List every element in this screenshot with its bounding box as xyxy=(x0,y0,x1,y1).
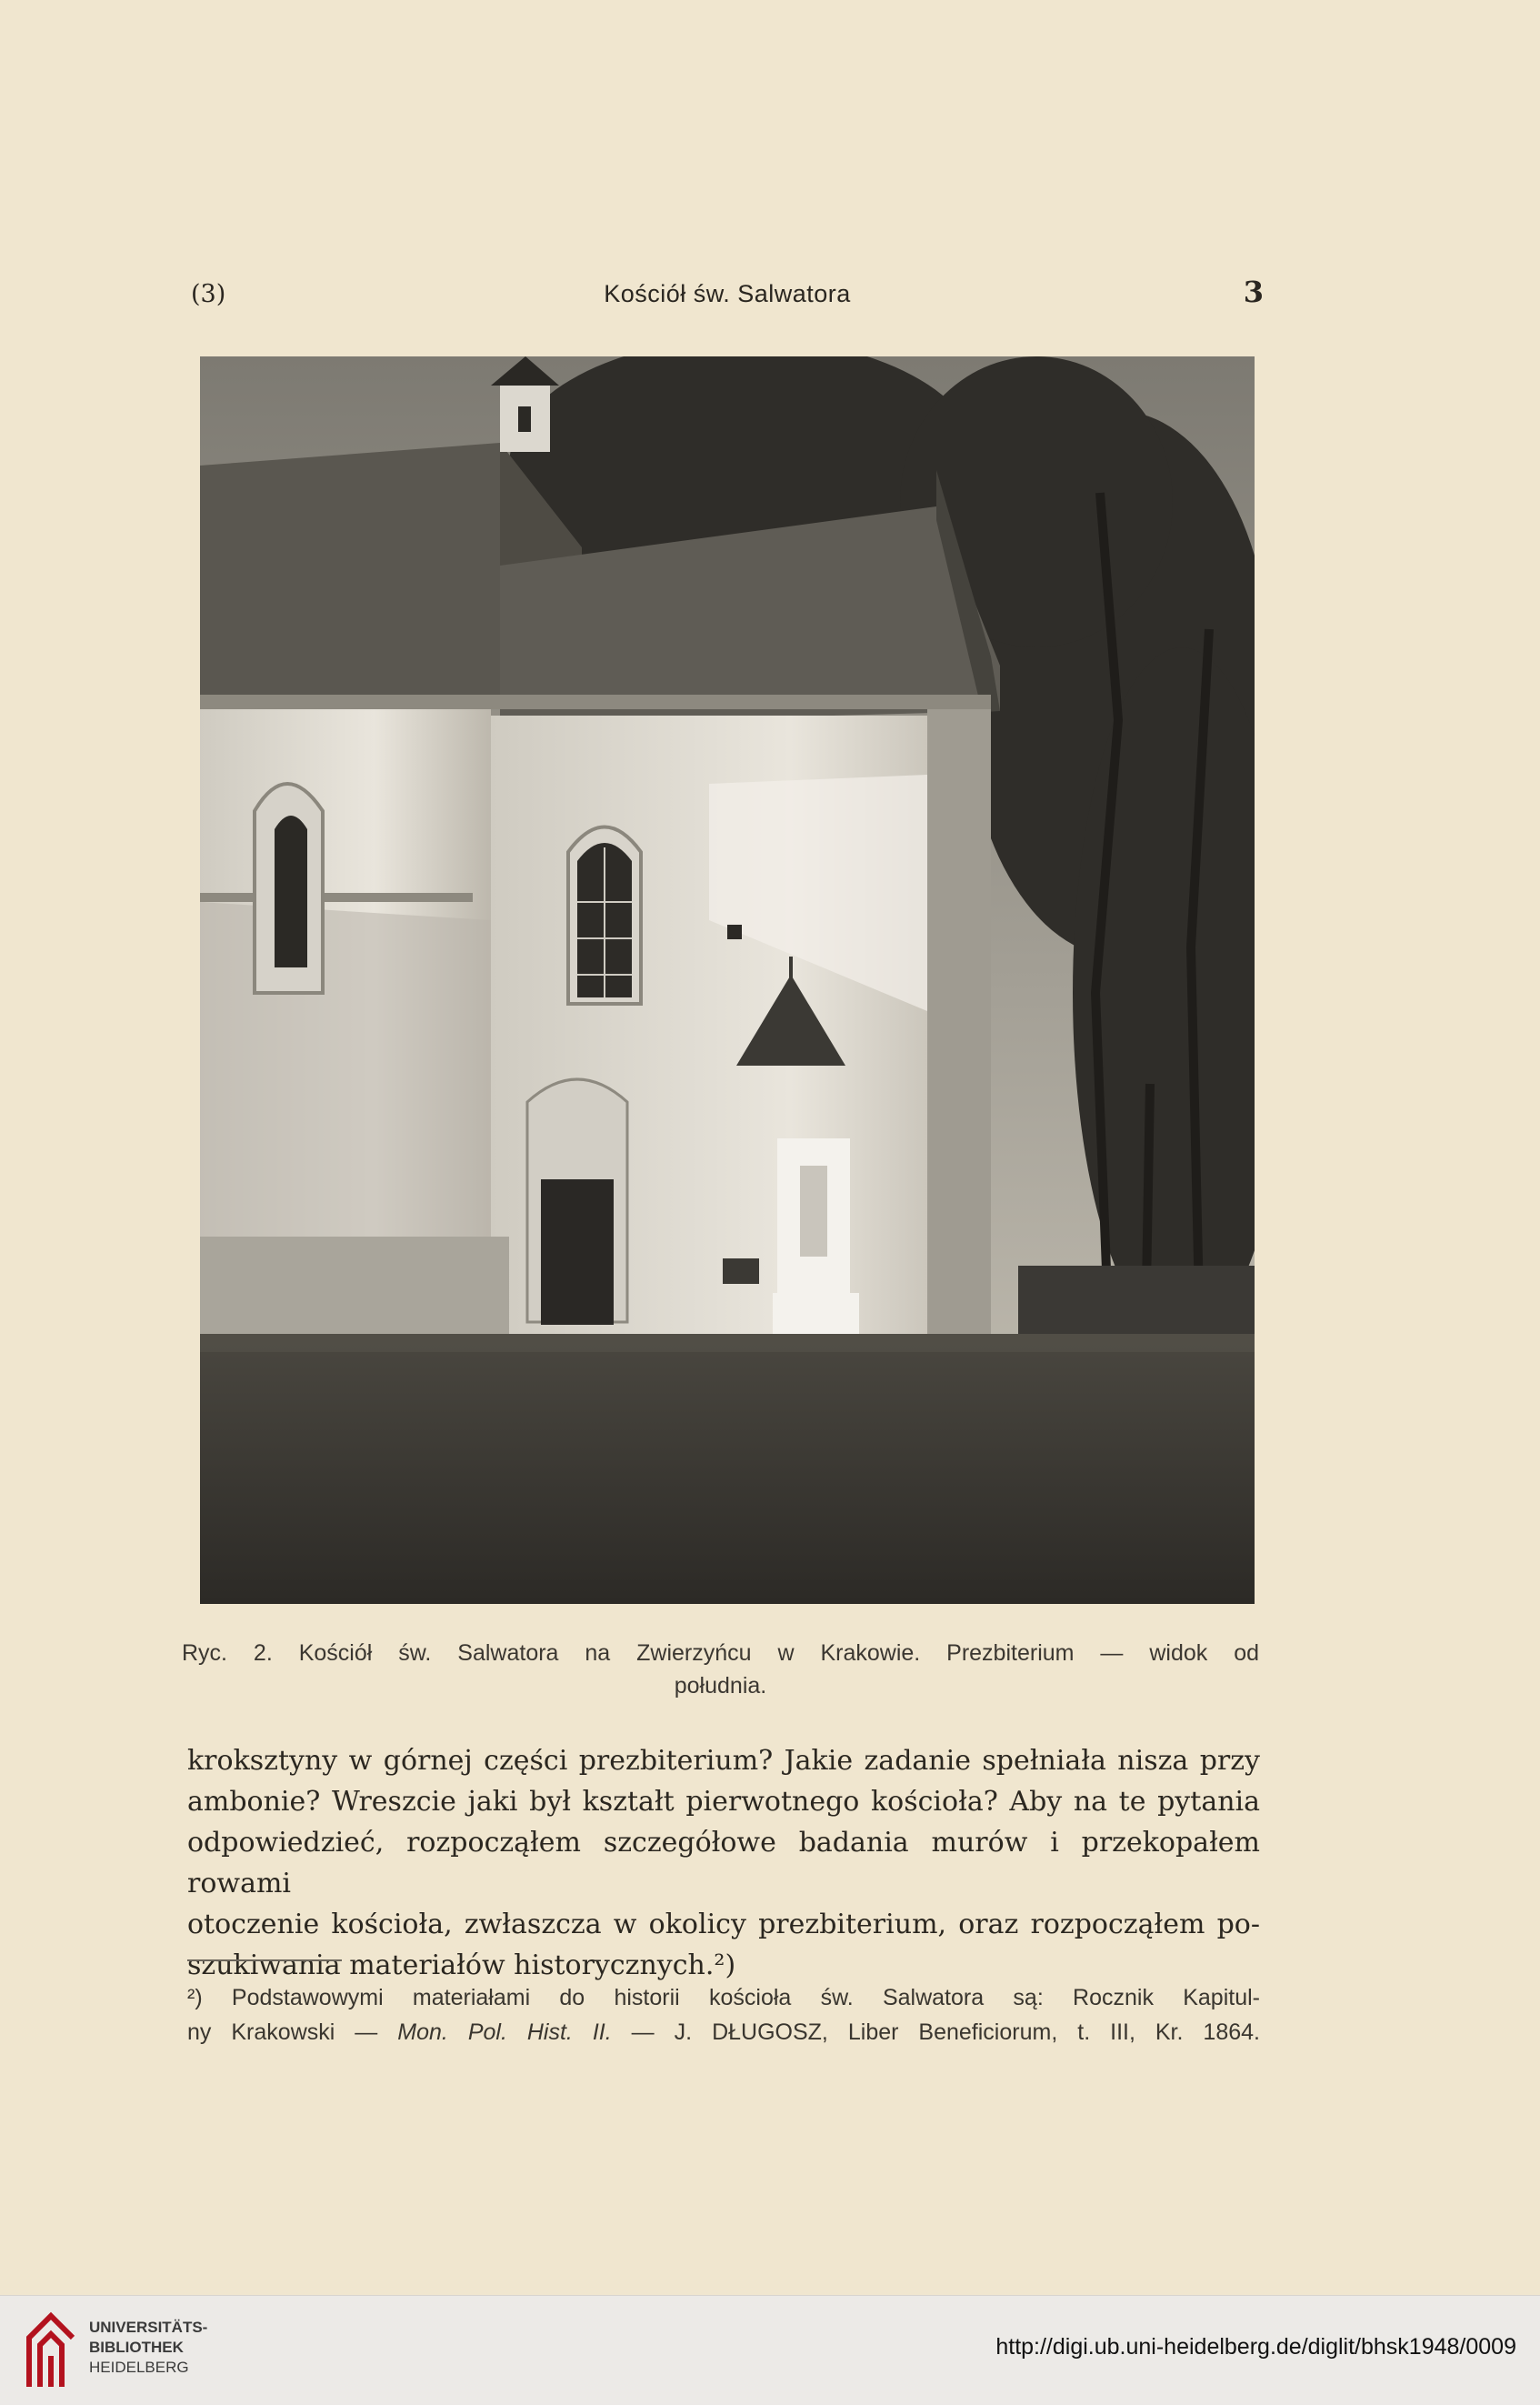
church-photograph xyxy=(200,356,1255,1604)
library-name-line-1: UNIVERSITÄTS- xyxy=(89,2319,208,2336)
body-line: szukiwania materiałów historycznych.²) xyxy=(187,1949,736,1981)
caption-line-1: Ryc. 2. Kościół św. Salwatora na Zwierzyńcu w Krakowie. Prezbiterium — widok od xyxy=(182,1640,1259,1666)
body-line: odpowiedzieć, rozpocząłem szczegółowe badania murów i przekopałem rowami xyxy=(187,1827,1260,1899)
footnote-separator xyxy=(187,1959,342,1961)
library-name-line-2: BIBLIOTHEK xyxy=(89,2339,184,2356)
body-line: ambonie? Wreszcie jaki był kształt pierwotnego kościoła? Aby na te pytania xyxy=(187,1786,1260,1818)
footnote-line-1: ²) Podstawowymi materiałami do historii kościoła św. Salwatora są: Rocznik Kapitul- xyxy=(187,1985,1260,2010)
header-title: Kościół św. Salwatora xyxy=(604,280,851,307)
figure-caption xyxy=(182,1637,1259,1702)
footnote-text-c: — J. DŁUGOSZ, Liber Beneficiorum, t. III, Kr. 1864. xyxy=(611,2019,1260,2045)
body-line: kroksztyny w górnej części prezbiterium? Jakie zadanie spełniała nisza przy xyxy=(187,1745,1260,1777)
body-line: otoczenie kościoła, zwłaszcza w okolicy prezbiterium, oraz rozpocząłem po- xyxy=(187,1909,1260,1940)
body-paragraph xyxy=(187,1740,1260,1986)
library-banner xyxy=(0,2295,1540,2405)
library-logo-icon xyxy=(22,2310,80,2390)
header-section-number: (3) xyxy=(191,280,226,308)
permalink-url[interactable]: http://digi.ub.uni-heidelberg.de/diglit/bhsk1948/0009 xyxy=(995,2334,1516,2360)
library-name-line-3: HEIDELBERG xyxy=(89,2359,189,2376)
running-header xyxy=(191,275,1264,315)
footnote-text-a: ny Krakowski — xyxy=(187,2019,398,2045)
caption-line-2: południa. xyxy=(674,1673,767,1699)
library-name xyxy=(89,2318,207,2378)
page-number: 3 xyxy=(1243,275,1264,309)
footnote xyxy=(187,1980,1260,2049)
footnote-line-2 xyxy=(187,2015,1260,2049)
footnote-source-italic: Mon. Pol. Hist. II. xyxy=(397,2019,612,2045)
